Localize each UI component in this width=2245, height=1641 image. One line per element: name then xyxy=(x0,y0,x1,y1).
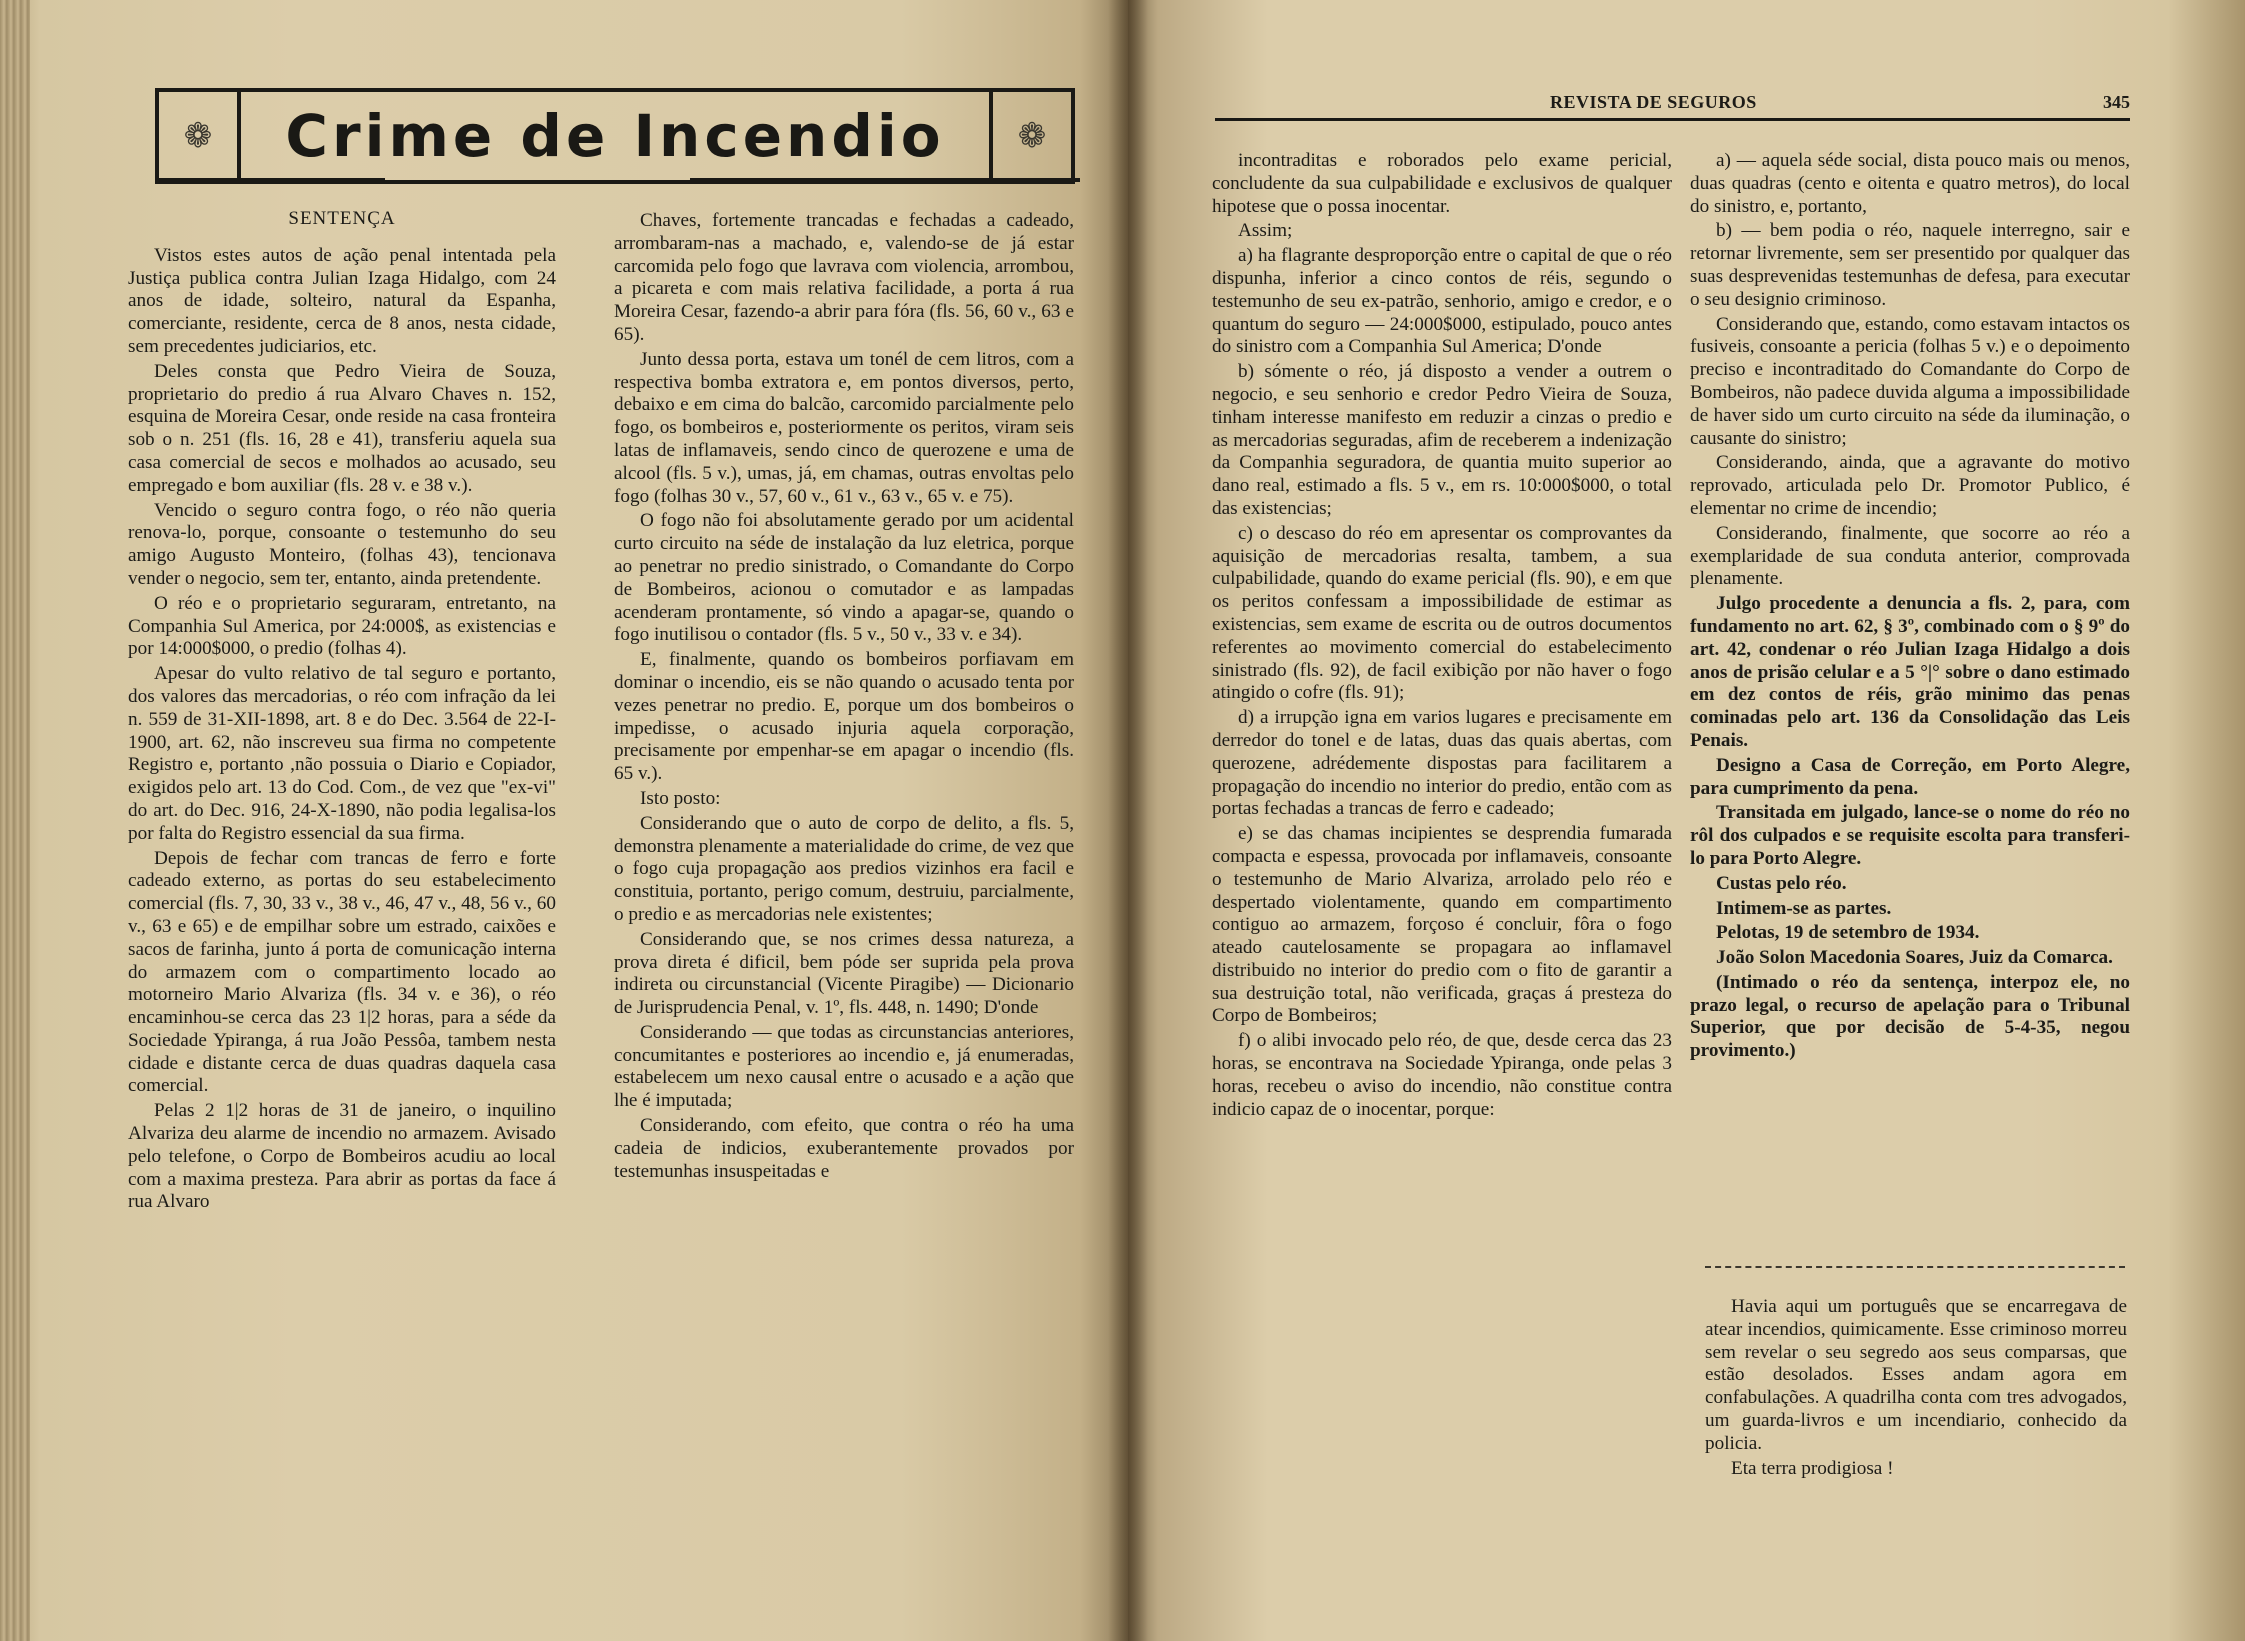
column-3 xyxy=(1212,150,1672,1123)
column-4 xyxy=(1690,150,2130,1065)
journal-name: REVISTA DE SEGUROS xyxy=(1550,92,1757,112)
paragraph: Julgo procedente a denuncia a fls. 2, para, com fundamento no art. 62, § 3º, combinado com o § 9º do art. 42, condenar o réo Julian Izaga Hidalgo a dois anos de prisão celular e a 5 °|° sobre o dano estimado em dez contos de réis, grão minimo das penas cominadas pelo art. 136 da Consolidação das Leis Penais. xyxy=(1690,593,2130,751)
paragraph: Eta terra prodigiosa ! xyxy=(1731,1457,1894,1479)
article-title: Crime de Incendio xyxy=(285,102,945,170)
paragraph: b) — bem podia o réo, naquele interregno, sair e retornar livremente, sem ser presentido por qualquer das suas desprevenidas testemunhas de defesa, para executar o seu designio criminoso. xyxy=(1690,220,2130,310)
book-gutter xyxy=(1108,0,1148,1641)
paragraph: Vencido o seguro contra fogo, o réo não queria renova-lo, porque, consoante o testemunho do seu amigo Augusto Monteiro, (folhas 43), tencionava vender o negocio, sem ter, entanto, ainda pretendente. xyxy=(128,499,556,589)
page-number: 345 xyxy=(2103,92,2130,112)
paragraph: Deles consta que Pedro Vieira de Souza, proprietario do predio á rua Alvaro Chaves n. 152, esquina de Moreira Cesar, onde reside na casa fronteira sob o n. 251 (fls. 16, 28 e 41), transferiu aquela sua casa comercial de secos e molhados ao acusado, seu empregado e bom auxiliar (fls. 28 v. e 38 v.). xyxy=(128,360,556,496)
paragraph: a) ha flagrante desproporção entre o capital de que o réo dispunha, inferior a cinco contos de réis, segundo o testemunho de seu ex-patrão, senhorio, amigo e credor, e o quantum do seguro — 24:000$000, estipulado, pouco antes do sinistro com a Companhia Sul America; D'onde xyxy=(1212,245,1672,358)
paragraph: Considerando — que todas as circunstancias anteriores, concumitantes e posteriores ao incendio e, já enumeradas, estabelecem um nexo causal entre o acusado e a ação que lhe é imputada; xyxy=(614,1021,1074,1112)
paragraph: Pelotas, 19 de setembro de 1934. xyxy=(1716,922,1980,944)
article-title-banner xyxy=(155,88,1075,184)
paragraph: Considerando que, estando, como estavam intactos os fusiveis, consoante a pericia (folhas 5 v.) e o depoimento preciso e incontraditado do Comandante do Corpo de Bombeiros, não padece duvida alguma a impossibilidade de haver sido um curto circuito na séde da iluminação, o causante do sinistro; xyxy=(1690,313,2130,449)
paragraph: Considerando, finalmente, que socorre ao réo a exemplaridade de sua conduta anterior, comprovada plenamente. xyxy=(1690,522,2130,590)
paragraph: Depois de fechar com trancas de ferro e forte cadeado externo, as portas do seu estabelecimento comercial (fls. 7, 30, 33 v., 38 v., 46, 47 v., 48, 56 v., 60 v., 63 e 65) e de empilhar sobre um estrado, caixões e sacos de farinha, junto á porta de comunicação interna do armazem com o compartimento locado ao motorneiro Mario Alvariza (fls. 34 v. e 36), o réo encaminhou-se cerca das 23 1|2 horas, para a séde da Sociedade Ypiranga, á rua João Pessôa, tambem nesta cidade e distante cerca de duas quadras daquela casa comercial. xyxy=(128,847,556,1097)
paragraph: O réo e o proprietario seguraram, entretanto, na Companhia Sul America, por 24:000$, as existencias e por 14:000$000, o predio (folhas 4). xyxy=(128,592,556,660)
paragraph: d) a irrupção igna em varios lugares e precisamente em derredor do tonel e de latas, duas das quais abertas, com querozene, adrédemente dispostas para facilitarem a propagação do incendio no interior do predio, então com as portas fechadas a trancas de ferro e cadeado; xyxy=(1212,707,1672,820)
note-paragraphs xyxy=(1705,1296,2127,1480)
column-1 xyxy=(128,208,556,1216)
running-head xyxy=(1215,90,2130,121)
section-heading: SENTENÇA xyxy=(288,208,396,229)
paragraph: Considerando, com efeito, que contra o réo ha uma cadeia de indicios, exuberantemente provados por testemunhas insuspeitadas e xyxy=(614,1115,1074,1182)
paragraph: Considerando, ainda, que a agravante do motivo reprovado, articulada pelo Dr. Promotor Publico, é elementar no crime de incendio; xyxy=(1690,452,2130,519)
col1-paragraphs xyxy=(128,245,556,1214)
paragraph: Vistos estes autos de ação penal intentada pela Justiça publica contra Julian Izaga Hidalgo, com 24 anos de idade, solteiro, natural da Espanha, comerciante, residente, cerca de 8 anos, nesta cidade, sem precedentes judiciarios, etc. xyxy=(128,244,556,357)
paragraph: Transitada em julgado, lance-se o nome do réo no rôl dos culpados e se requisite escolta para transferi-lo para Porto Alegre. xyxy=(1690,802,2130,869)
section-divider xyxy=(1705,1266,2125,1268)
col4-paragraphs xyxy=(1690,150,2130,591)
paragraph: Junto dessa porta, estava um tonél de cem litros, com a respectiva bomba extratora e, em pontos diversos, perto, debaixo e em cima do balcão, carcomido parcialmente pelo fogo, os bombeiros e, posteriormente os peritos, viram seis latas de inflamaveis, sendo cinco de querozene e uma de alcool (fls. 5 v.), umas, já, em chamas, outras envoltas pelo fogo (folhas 30 v., 57, 60 v., 61 v., 63 v., 65 v. e 75). xyxy=(614,348,1074,507)
paragraph: Designo a Casa de Correção, em Porto Alegre, para cumprimento da pena. xyxy=(1690,754,2130,799)
paragraph: Considerando que, se nos crimes dessa natureza, a prova direta é dificil, bem póde ser suprida pela prova indireta ou circunstancial (Vicente Piragibe) — Dicionario de Jurisprudencia Penal, v. 1º, fls. 448, n. 1490; D'onde xyxy=(614,928,1074,1019)
title-rule-right xyxy=(690,178,1080,182)
paragraph: incontraditas e roborados pelo exame pericial, concludente da sua culpabilidade e exclusivos de qualquer hipotese que o possa inocentar. xyxy=(1212,150,1672,217)
paragraph: Pelas 2 1|2 horas de 31 de janeiro, o inquilino Alvariza deu alarme de incendio no armazem. Avisado pelo telefone, o Corpo de Bombeiros acudiu ao local com a maxima presteza. Para abrir as portas da face á rua Alvaro xyxy=(128,1100,556,1213)
paragraph: (Intimado o réo da sentença, interpoz ele, no prazo legal, o recurso de apelação para o Tribunal Superior, que por decisão de 5-4-35, negou provimento.) xyxy=(1690,971,2130,1062)
ornament-right-icon: ❁ xyxy=(989,92,1071,180)
closing-note xyxy=(1705,1296,2127,1482)
paragraph: Chaves, fortemente trancadas e fechadas a cadeado, arrombaram-nas a machado, e, valendo-se de já estar carcomida pelo fogo que lavrava com violencia, arrombou, a picareta e com mais relativa facilidade, a porta á rua Moreira Cesar, fazendo-a abrir para fóra (fls. 56, 60 v., 63 e 65). xyxy=(614,210,1074,345)
paragraph: b) sómente o réo, já disposto a vender a outrem o negocio, e seu senhorio e credor Pedro Vieira de Souza, tinham interesse manifesto em reduzir a cinzas o predio e as mercadorias seguradas, afim de receberem a indenização da Companhia seguradora, de quantia muito superior ao dano real, estimado a fls. 5 v., em rs. 10:000$000, o total das existencias; xyxy=(1212,361,1672,519)
paragraph: João Solon Macedonia Soares, Juiz da Comarca. xyxy=(1716,947,2113,969)
page-edge-stack xyxy=(0,0,30,1641)
paragraph: Custas pelo réo. xyxy=(1716,872,1847,894)
paragraph: Isto posto: xyxy=(640,787,721,809)
column-2 xyxy=(614,210,1074,1185)
paragraph: f) o alibi invocado pelo réo, de que, desde cerca das 23 horas, se encontrava na Sociedade Ypiranga, onde pelas 3 horas, recebeu o aviso do incendio, não constitue contra indicio capaz de o inocentar, porque: xyxy=(1212,1030,1672,1120)
paragraph: Havia aqui um português que se encarregava de atear incendios, quimicamente. Esse criminoso morreu sem revelar o seu segredo aos seus comparsas, que estão desolados. Esses andam agora em confabulações. A quadrilha conta com tres advogados, um guarda-livros e um incendiario, conhecido da policia. xyxy=(1705,1296,2127,1454)
paragraph: e) se das chamas incipientes se desprendia fumarada compacta e espessa, provocada por inflamaveis, consoante o testemunho de Mario Alvariza, arrolado pelo réo e despertado violentamente, quando em compartimento contiguo ao armazem, forçoso é concluir, fôra o fogo ateado cautelosamente se propagara ao inflamavel distribuido no interior do predio com o fito de garantir a sua destruição total, não verificada, graças á presteza do Corpo de Bombeiros; xyxy=(1212,823,1672,1027)
paragraph: Considerando que o auto de corpo de delito, a fls. 5, demonstra plenamente a materialidade do crime, de vez que o fogo cuja propagação aos predios vizinhos era facil e constituia, portanto, perigo comum, destruiu, parcialmente, o predio e as mercadorias nele existentes; xyxy=(614,812,1074,925)
ornament-left-icon: ❁ xyxy=(159,92,241,180)
paragraph: a) — aquela séde social, dista pouco mais ou menos, duas quadras (cento e oitenta e quatro metros), do local do sinistro, e, portanto, xyxy=(1690,150,2130,217)
paragraph: O fogo não foi absolutamente gerado por um acidental curto circuito na séde de instalação da luz eletrica, porque ao penetrar no predio sinistrado, o Comandante do Corpo de Bombeiros, acionou o comutador e as lampadas acenderam prontamente, só vindo a apagar-se, quando o fogo inutilisou o contador (fls. 5 v., 50 v., 33 v. e 34). xyxy=(614,510,1074,646)
paragraph: Intimem-se as partes. xyxy=(1716,897,1892,919)
paragraph: E, finalmente, quando os bombeiros porfiavam em dominar o incendio, eis se não quando o acusado tenta por vezes penetrar no predio. E, porque um dos bombeiros o impedisse, o acusado injuria aquela corporação, precisamente por empenhar-se em apagar o incendio (fls. 65 v.). xyxy=(614,649,1074,785)
paragraph: c) o descaso do réo em apresentar os comprovantes da aquisição de mercadorias resalta, tambem, a sua culpabilidade, quando do exame pericial (fls. 90), e em que os peritos confessam a impossibilidade de estimar as existencias, sem exame de escrita ou de outros documentos referentes ao movimento comercial do estabelecimento sinistrado (fls. 92), de facil exibição por não haver o fogo atingido o cofre (fls. 91); xyxy=(1212,522,1672,704)
paragraph: Assim; xyxy=(1238,220,1293,242)
title-rule-left xyxy=(155,178,385,182)
col2-paragraphs xyxy=(614,210,1074,1183)
col3-paragraphs xyxy=(1212,150,1672,1121)
verdict-paragraphs xyxy=(1690,593,2130,1063)
paragraph: Apesar do vulto relativo de tal seguro e portanto, dos valores das mercadorias, o réo com infração da lei n. 559 de 31-XII-1898, art. 8 e do Dec. 3.564 de 22-I-1900, art. 62, não inscreveu sua firma no competente Registro e, portanto ,não possuia o Diario e Copiador, exigidos pelo art. 13 do Cod. Com., de vez que "ex-vi" do art. do Dec. 916, 24-X-1890, não podia legalisa-los por falta do Registro essencial da sua firma. xyxy=(128,663,556,844)
